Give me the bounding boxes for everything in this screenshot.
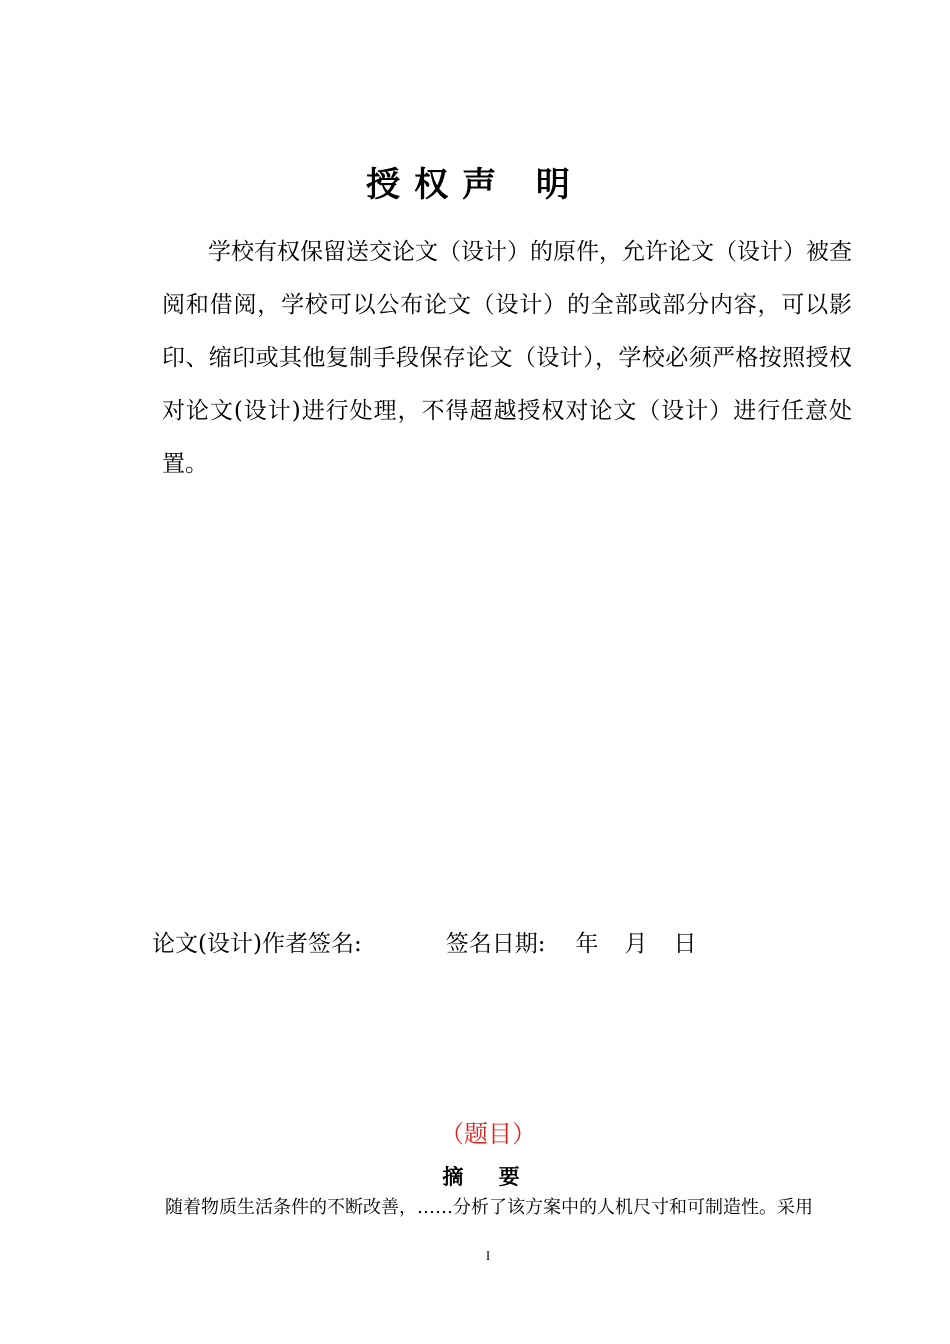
paper-title-placeholder: （题目） bbox=[440, 1120, 536, 1148]
abstract-text: 随着物质生活条件的不断改善，……分析了该方案中的人机尺寸和可制造性。采用 bbox=[165, 1197, 813, 1218]
declaration-body: 学校有权保留送交论文（设计）的原件，允许论文（设计）被查阅和借阅，学校可以公布论文（设计）的全部或部分内容，可以影印、缩印或其他复制手段保存论文（设计），学校必须严格按照授权对论文(设计)进行处理，不得超越授权对论文（设计）进行任意处置。 bbox=[162, 239, 852, 477]
declaration-title: 授权声 明 bbox=[366, 165, 584, 205]
date-month-label: 月 bbox=[624, 931, 648, 957]
page-number: I bbox=[485, 1248, 491, 1263]
date-year-label: 年 bbox=[575, 931, 599, 957]
signature-line bbox=[152, 924, 852, 964]
author-signature-label: 论文(设计)作者签名: bbox=[152, 931, 362, 957]
signature-date-label: 签名日期: bbox=[445, 931, 546, 957]
date-day-label: 日 bbox=[673, 931, 697, 957]
abstract-heading: 摘 要 bbox=[442, 1165, 534, 1189]
